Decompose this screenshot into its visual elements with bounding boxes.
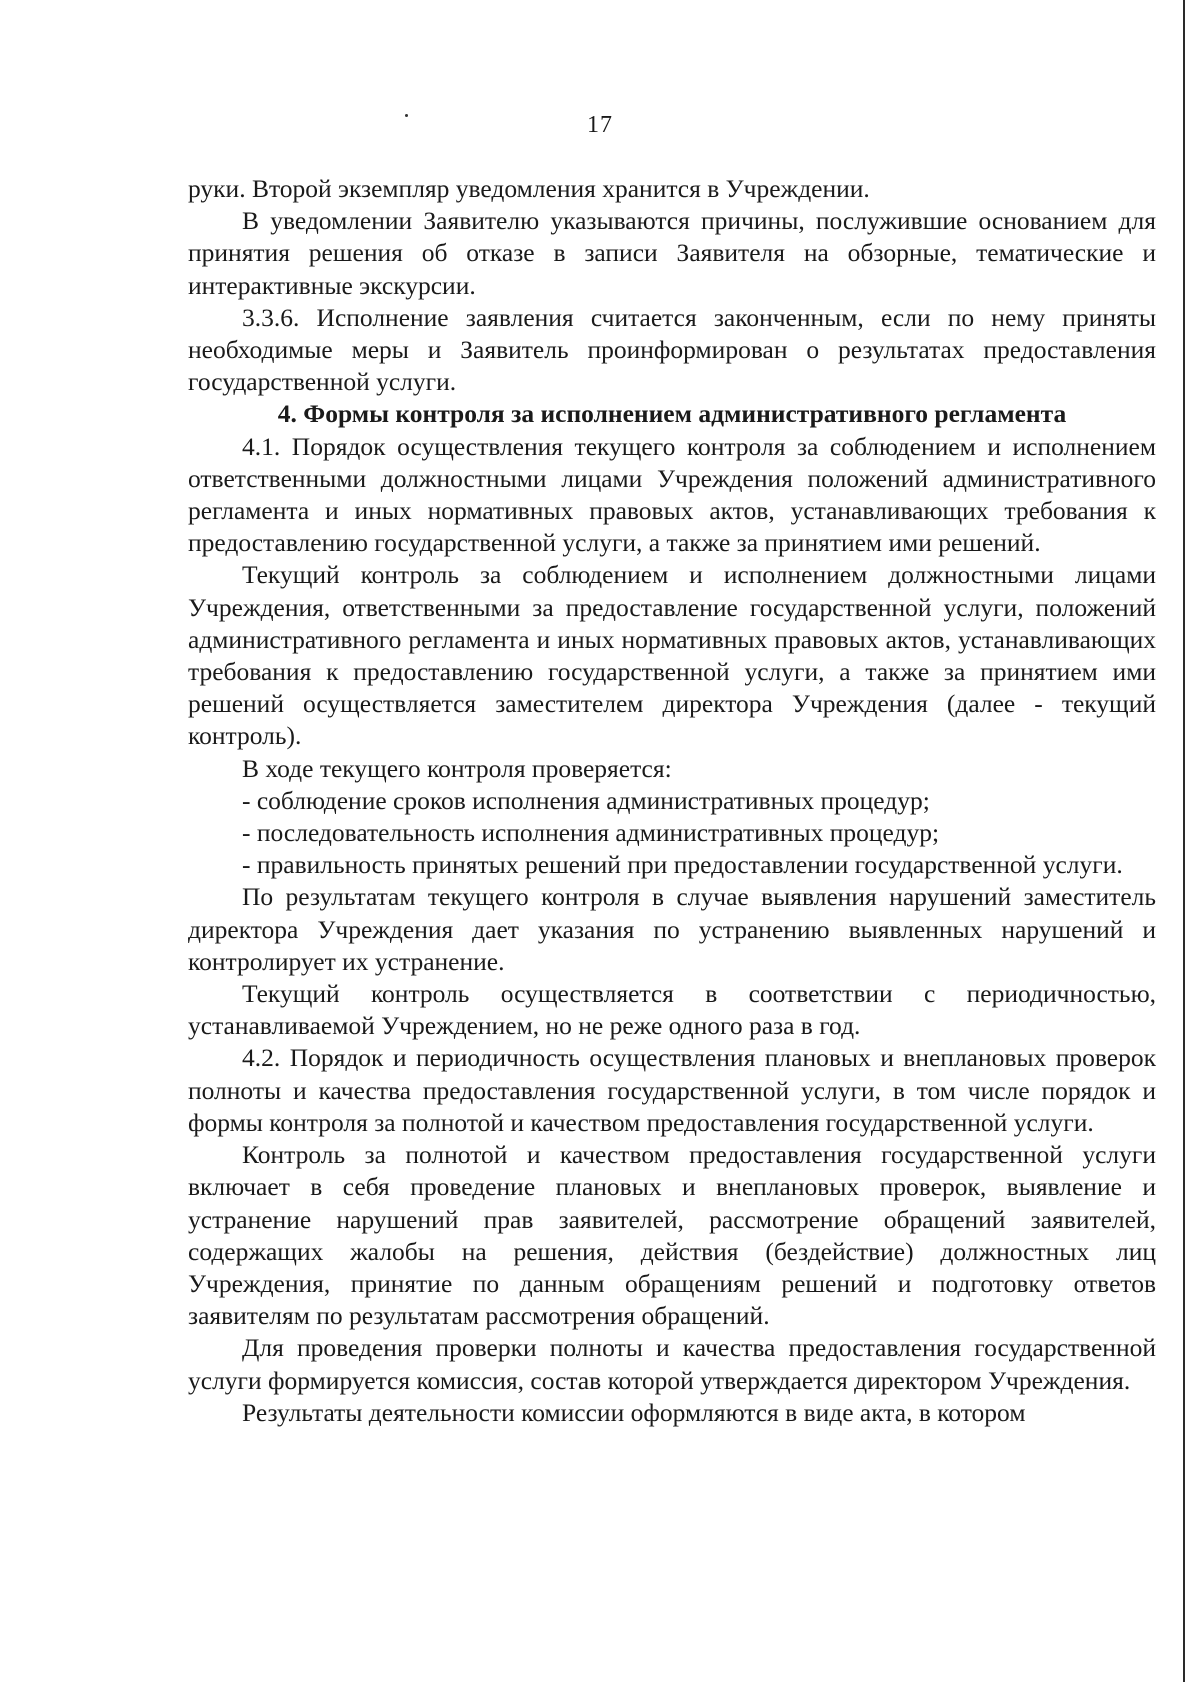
paragraph-violations: По результатам текущего контроля в случае выявления нарушений заместитель директора Учреждения дает указания по устранению выявленных нарушений и контролирует их устранение. [188, 882, 1156, 976]
list-item-deadlines: - соблюдение сроков исполнения административных процедур; [242, 785, 930, 815]
paragraph-notice-reasons: В уведомлении Заявителю указываются причины, послужившие основанием для принятия решения об отказе в записи Заявителя на обзорные, тематические и интерактивные экскурсии. [188, 206, 1156, 300]
paragraph-quality-control: Контроль за полнотой и качеством предоставления государственной услуги включает в себя проведение плановых и внеплановых проверок, выявление и устранение нарушений прав заявителей, рассмотрение обращений заявителей, содержащих жалобы на решения, действия (бездействие) должностных лиц Учреждения, принятие по данным обращениям решений и подготовку ответов заявителям по результатам рассмотрения обращений. [188, 1140, 1156, 1331]
paragraph-4-1: 4.1. Порядок осуществления текущего контроля за соблюдением и исполнением ответственными должностными лицами Учреждения положений административного регламента и иных нормативных правовых актов, устанавливающих требования к предоставлению государственной услуги, а также за принятием ими решений. [188, 431, 1156, 558]
page-number: 17 [587, 112, 613, 138]
paragraph-commission-results: Результаты деятельности комиссии оформляются в виде акта, в котором [242, 1397, 1026, 1427]
section-heading-4: 4. Формы контроля за исполнением административного регламента [277, 399, 1067, 429]
paragraph-periodicity: Текущий контроль осуществляется в соответствии с периодичностью, устанавливаемой Учреждением, но не реже одного раза в год. [188, 979, 1156, 1041]
paragraph-commission: Для проведения проверки полноты и качества предоставления государственной услуги формируется комиссия, состав которой утверждается директором Учреждения. [188, 1333, 1156, 1395]
paragraph-checked-items-intro: В ходе текущего контроля проверяется: [242, 753, 672, 783]
scan-edge-line [1183, 0, 1185, 1682]
paragraph-continuation: руки. Второй экземпляр уведомления хранится в Учреждении. [188, 174, 870, 203]
list-item-correctness: - правильность принятых решений при предоставлении государственной услуги. [242, 850, 1123, 880]
paragraph-current-control: Текущий контроль за соблюдением и исполнением должностными лицами Учреждения, ответственными за предоставление государственной услуги, положений административного регламента и иных нормативных правовых актов, устанавливающих требования к предоставлению государственной услуги, а также за принятием ими решений осуществляется заместителем директора Учреждения (далее - текущий контроль). [188, 560, 1156, 751]
paragraph-3-3-6: 3.3.6. Исполнение заявления считается законченным, если по нему приняты необходимые меры и Заявитель проинформирован о результатах предоставления государственной услуги. [188, 302, 1156, 397]
document-body [188, 173, 1156, 1429]
list-item-sequence: - последовательность исполнения административных процедур; [242, 818, 940, 848]
paragraph-4-2: 4.2. Порядок и периодичность осуществления плановых и внеплановых проверок полноты и качества предоставления государственной услуги, в том числе порядок и формы контроля за полнотой и качеством предоставления государственной услуги. [188, 1043, 1156, 1137]
